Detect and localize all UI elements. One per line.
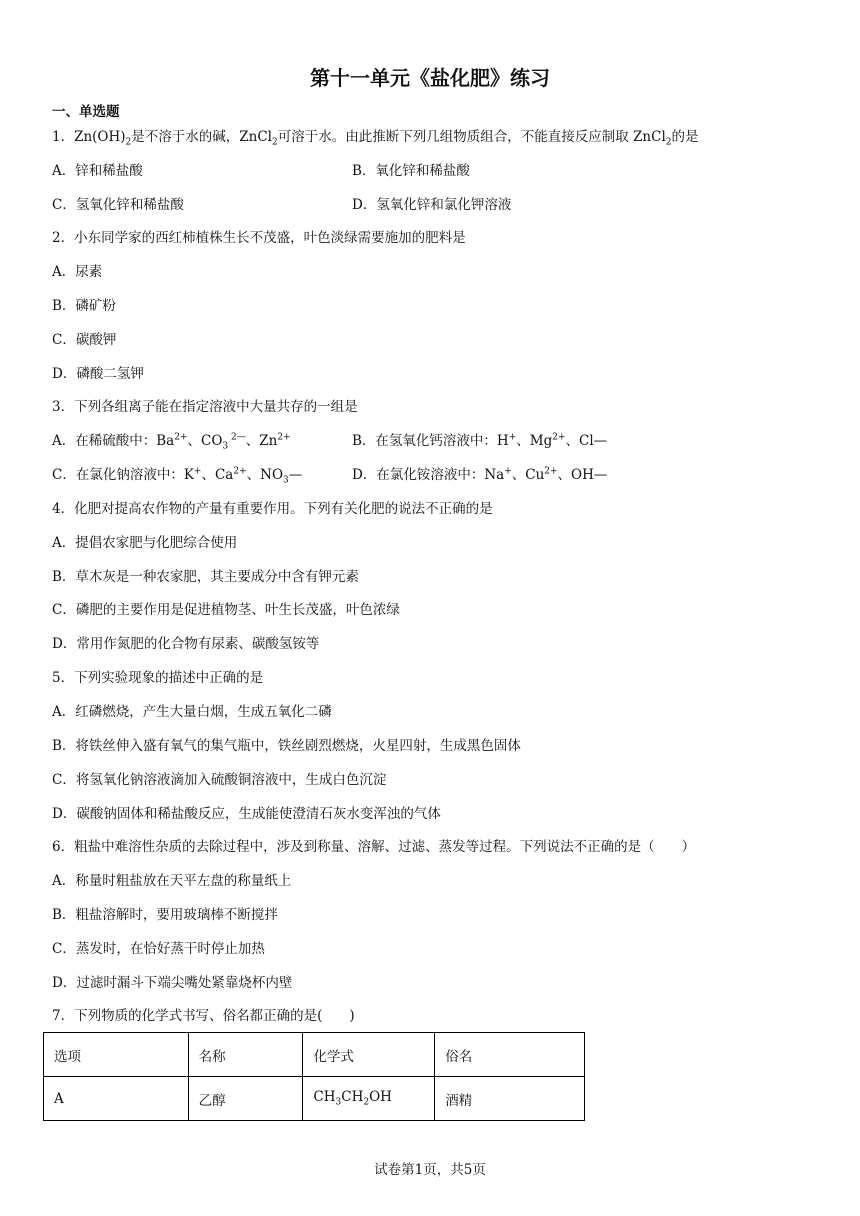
q4-option-b[interactable]: B．草木灰是一种农家肥，其主要成分中含有钾元素 <box>52 569 359 585</box>
q1-option-a[interactable]: A．锌和稀盐酸 <box>52 163 143 179</box>
q2-option-b[interactable]: B．磷矿粉 <box>52 298 116 314</box>
q7-options-table <box>43 1032 585 1121</box>
q5-option-a[interactable]: A．红磷燃烧，产生大量白烟，生成五氧化二磷 <box>52 704 332 720</box>
q6-option-b[interactable]: B．粗盐溶解时，要用玻璃棒不断搅拌 <box>52 907 278 923</box>
q1-option-c[interactable]: C．氢氧化锌和稀盐酸 <box>52 197 184 213</box>
page-footer: 试卷第1页，共5页 <box>374 1162 486 1178</box>
table-header-row <box>44 1033 585 1077</box>
q2-option-c[interactable]: C．碳酸钾 <box>52 332 117 348</box>
q3-option-d[interactable]: D．在氯化铵溶液中：Na+、$Cu^{2+}$、OH— <box>352 466 608 483</box>
question-6-stem: 6．粗盐中难溶性杂质的去除过程中，涉及到称量、溶解、过滤、蒸发等过程。下列说法不正确的是（ ） <box>52 839 696 855</box>
table-header-cell: 化学式 <box>303 1033 435 1077</box>
table-cell-formula: $CH_3CH_2OH$ <box>303 1077 435 1121</box>
table-cell: 乙醇 <box>188 1077 303 1121</box>
q5-option-c[interactable]: C．将氢氧化钠溶液滴加入硫酸铜溶液中，生成白色沉淀 <box>52 772 387 788</box>
question-4-stem: 4．化肥对提高农作物的产量有重要作用。下列有关化肥的说法不正确的是 <box>52 501 493 517</box>
table-header-cell: 选项 <box>44 1033 189 1077</box>
table-header-cell: 俗名 <box>435 1033 585 1077</box>
table-row[interactable] <box>44 1077 585 1121</box>
table-cell: A <box>44 1077 189 1121</box>
q1-option-d[interactable]: D．氢氧化锌和氯化钾溶液 <box>352 197 512 213</box>
q3-option-a[interactable]: A．在稀硫酸中：$Ba^{2+}$、$CO_3$ $^{2—}$、$Zn^{2+}$ <box>52 432 291 452</box>
table-cell: 酒精 <box>435 1077 585 1121</box>
q6-option-a[interactable]: A．称量时粗盐放在天平左盘的称量纸上 <box>52 873 292 889</box>
q4-option-c[interactable]: C．磷肥的主要作用是促进植物茎、叶生长茂盛，叶色浓绿 <box>52 602 400 618</box>
q5-option-d[interactable]: D．碳酸钠固体和稀盐酸反应，生成能使澄清石灰水变浑浊的气体 <box>52 806 441 822</box>
page-title: 第十一单元《盐化肥》练习 <box>310 66 550 90</box>
q3-option-c[interactable]: C．在氯化钠溶液中：K+、$Ca^{2+}$、$NO_3—$ <box>52 466 303 486</box>
q5-option-b[interactable]: B．将铁丝伸入盛有氧气的集气瓶中，铁丝剧烈燃烧，火星四射，生成黑色固体 <box>52 738 521 754</box>
question-1-stem: 1．$Zn(OH)_2$是不溶于水的碱，ZnCl$_2$可溶于水。由此推断下列几组物质组合，不能直接反应制取 ZnCl$_2$的是 <box>52 129 699 148</box>
question-5-stem: 5．下列实验现象的描述中正确的是 <box>52 670 264 686</box>
q4-option-a[interactable]: A．提倡农家肥与化肥综合使用 <box>52 535 238 551</box>
section-heading: 一、单选题 <box>52 104 120 120</box>
table-header-cell: 名称 <box>188 1033 303 1077</box>
q2-option-d[interactable]: D．磷酸二氢钾 <box>52 366 144 382</box>
q6-option-c[interactable]: C．蒸发时，在恰好蒸干时停止加热 <box>52 941 265 957</box>
q1-option-b[interactable]: B．氧化锌和稀盐酸 <box>352 163 470 179</box>
q4-option-d[interactable]: D．常用作氮肥的化合物有尿素、碳酸氢铵等 <box>52 636 320 652</box>
q6-option-d[interactable]: D．过滤时漏斗下端尖嘴处紧靠烧杯内壁 <box>52 975 293 991</box>
q2-option-a[interactable]: A．尿素 <box>52 264 103 280</box>
question-3-stem: 3．下列各组离子能在指定溶液中大量共存的一组是 <box>52 399 358 415</box>
q3-option-b[interactable]: B．在氢氧化钙溶液中：H+、$Mg^{2+}$、Cl— <box>352 432 608 449</box>
question-7-stem: 7．下列物质的化学式书写、俗名都正确的是( ) <box>52 1008 355 1024</box>
question-2-stem: 2．小东同学家的西红柿植株生长不茂盛，叶色淡绿需要施加的肥料是 <box>52 230 466 246</box>
